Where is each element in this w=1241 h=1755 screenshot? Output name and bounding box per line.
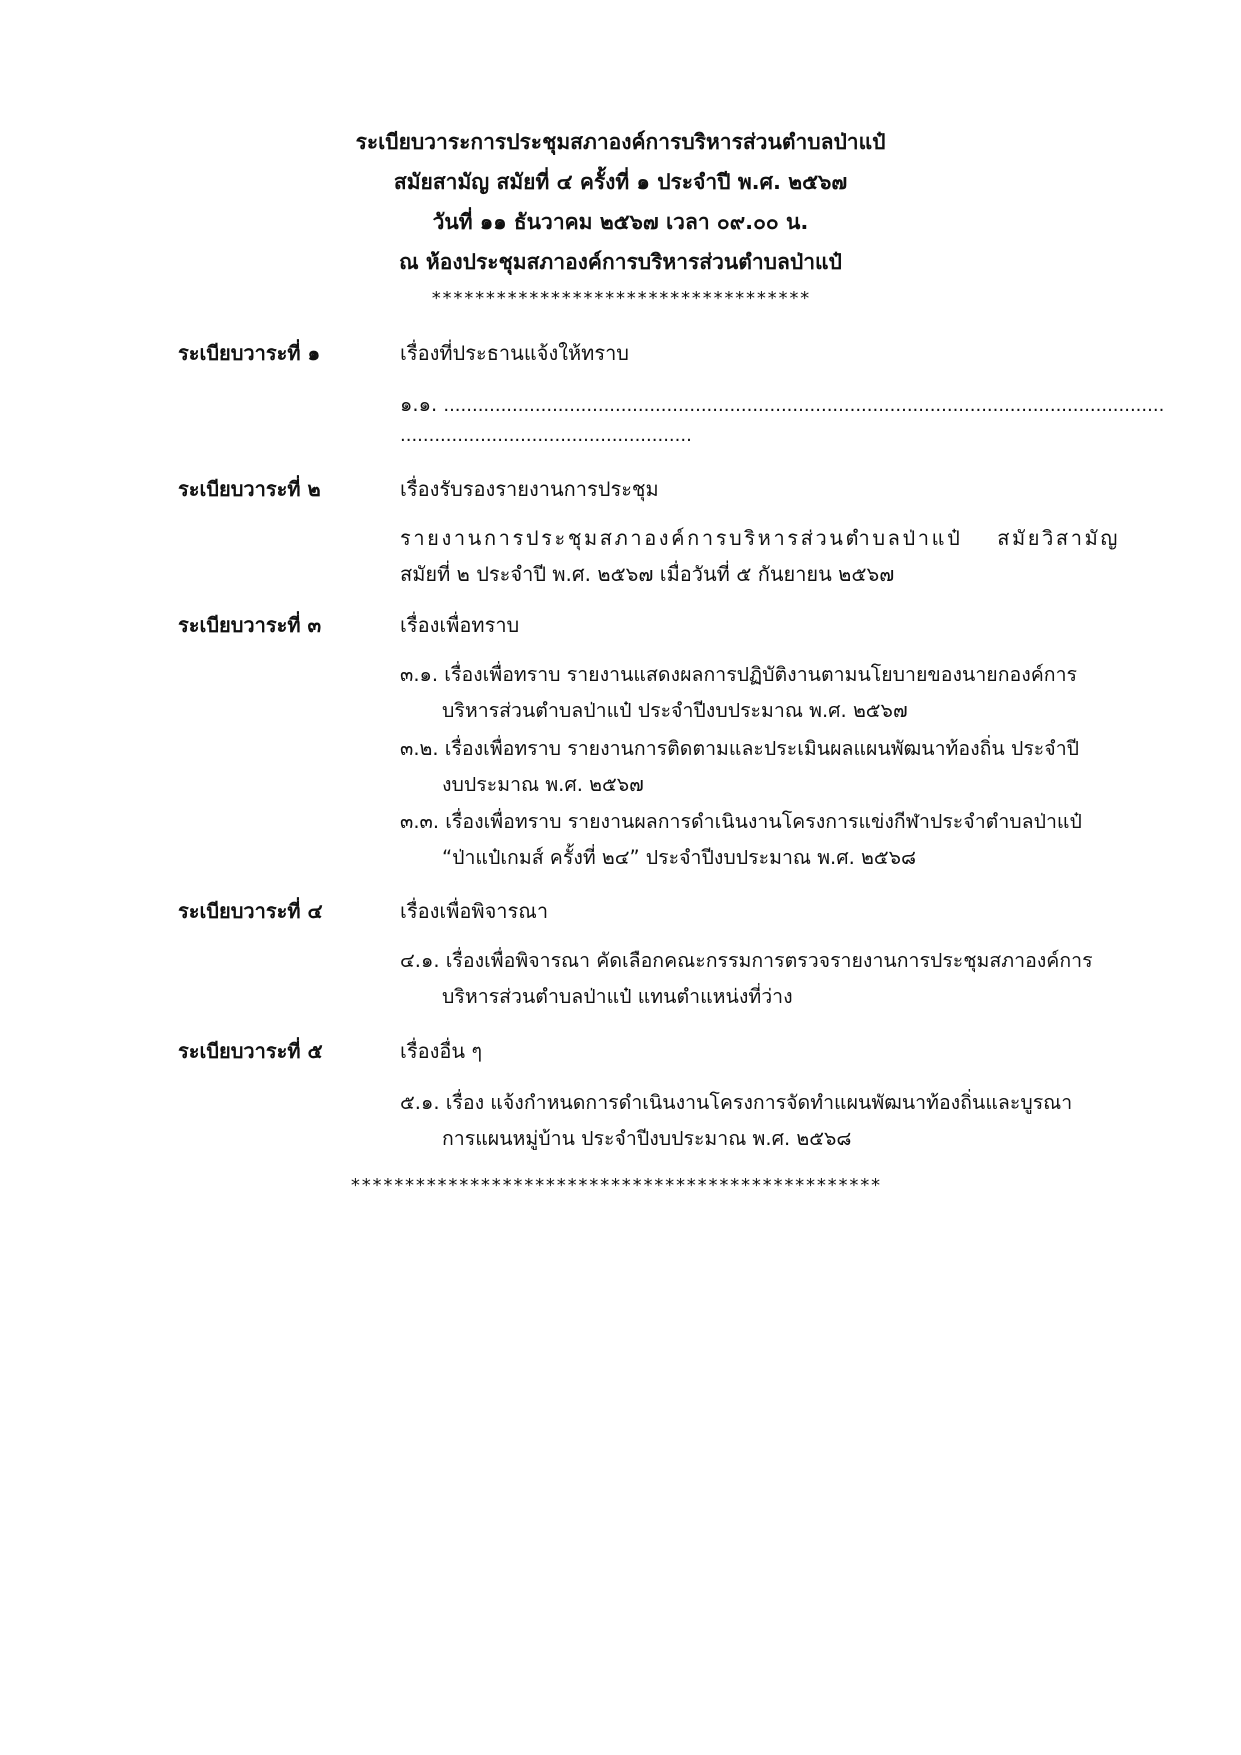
detail-line-2: สมัยที่ ๒ ประจำปี พ.ศ. ๒๕๖๗ เมื่อวันที่ ๕ กันยายน ๒๕๖๗ [400,562,895,586]
agenda-label: ระเบียบวาระที่ ๒ [178,477,321,501]
header-date-time: วันที่ ๑๑ ธันวาคม ๒๕๖๗ เวลา ๐๙.๐๐ น. [432,210,809,234]
item-line-2: งบประมาณ พ.ศ. ๒๕๖๗ [442,773,644,796]
agenda-subject: เรื่องที่ประธานแจ้งให้ทราบ [400,341,630,365]
item-line-2: การแผนหมู่บ้าน ประจำปีงบประมาณ พ.ศ. ๒๕๖๘ [442,1127,852,1150]
agenda-label: ระเบียบวาระที่ ๕ [178,1039,323,1063]
agenda-subject: เรื่องเพื่อทราบ [400,613,520,637]
footer-divider: ************************************************* [349,1175,881,1196]
fill-in-dots-continued: ................................................... [400,425,692,446]
agenda-5-item-1 [400,1085,1125,1157]
item-line-1: ๓.๒. เรื่องเพื่อทราบ รายงานการติดตามและประเมินผลแผนพัฒนาท้องถิ่น ประจำปี [400,737,1080,760]
header-divider: *********************************** [430,288,811,309]
agenda-3-item-2 [400,731,1125,803]
item-line-1: ๔.๑. เรื่องเพื่อพิจารณา คัดเลือกคณะกรรมการตรวจรายงานการประชุมสภาองค์การ [400,949,1093,972]
item-line-2: บริหารส่วนตำบลป่าแป๋ แทนตำแหน่งที่ว่าง [442,985,793,1008]
agenda-label: ระเบียบวาระที่ ๑ [178,341,321,365]
agenda-1-item-1 [400,387,1165,424]
item-line-2: “ป่าแป๋เกมส์ ครั้งที่ ๒๔” ประจำปีงบประมาณ พ.ศ. ๒๕๖๘ [442,846,917,869]
agenda-subject: เรื่องรับรองรายงานการประชุม [400,477,659,501]
agenda-3-item-1 [400,657,1125,729]
agenda-subject: เรื่องเพื่อพิจารณา [400,899,549,923]
agenda-3-item-3 [400,804,1125,876]
header-session: สมัยสามัญ สมัยที่ ๔ ครั้งที่ ๑ ประจำปี พ.ศ. ๒๕๖๗ [393,170,848,194]
item-line-1: ๓.๑. เรื่องเพื่อทราบ รายงานแสดงผลการปฏิบัติงานตามนโยบายของนายกองค์การ [400,663,1078,686]
header-title: ระเบียบวาระการประชุมสภาองค์การบริหารส่วนตำบลป่าแป๋ [355,130,886,154]
item-line-1: ๕.๑. เรื่อง แจ้งกำหนดการดำเนินงานโครงการจัดทำแผนพัฒนาท้องถิ่นและบูรณา [400,1091,1073,1114]
document-header [0,122,1241,282]
item-number: ๑.๑. [400,393,438,416]
item-line-2: บริหารส่วนตำบลป่าแป๋ ประจำปีงบประมาณ พ.ศ. ๒๕๖๗ [442,699,908,722]
fill-in-dots: .............................................................................................................................. [443,395,1165,416]
header-venue: ณ ห้องประชุมสภาองค์การบริหารส่วนตำบลป่าแป๋ [399,250,842,274]
agenda-label: ระเบียบวาระที่ ๓ [178,613,322,637]
agenda-2-detail [400,520,1120,592]
item-line-1: ๓.๓. เรื่องเพื่อทราบ รายงานผลการดำเนินงานโครงการแข่งกีฬาประจำตำบลป่าแป๋ [400,810,1082,833]
agenda-4-item-1 [400,943,1125,1015]
detail-line-1: รายงานการประชุมสภาองค์การบริหารส่วนตำบลป่าแป๋ สมัยวิสามัญ [400,526,1120,550]
agenda-subject: เรื่องอื่น ๆ [400,1039,483,1063]
agenda-label: ระเบียบวาระที่ ๔ [178,899,323,923]
